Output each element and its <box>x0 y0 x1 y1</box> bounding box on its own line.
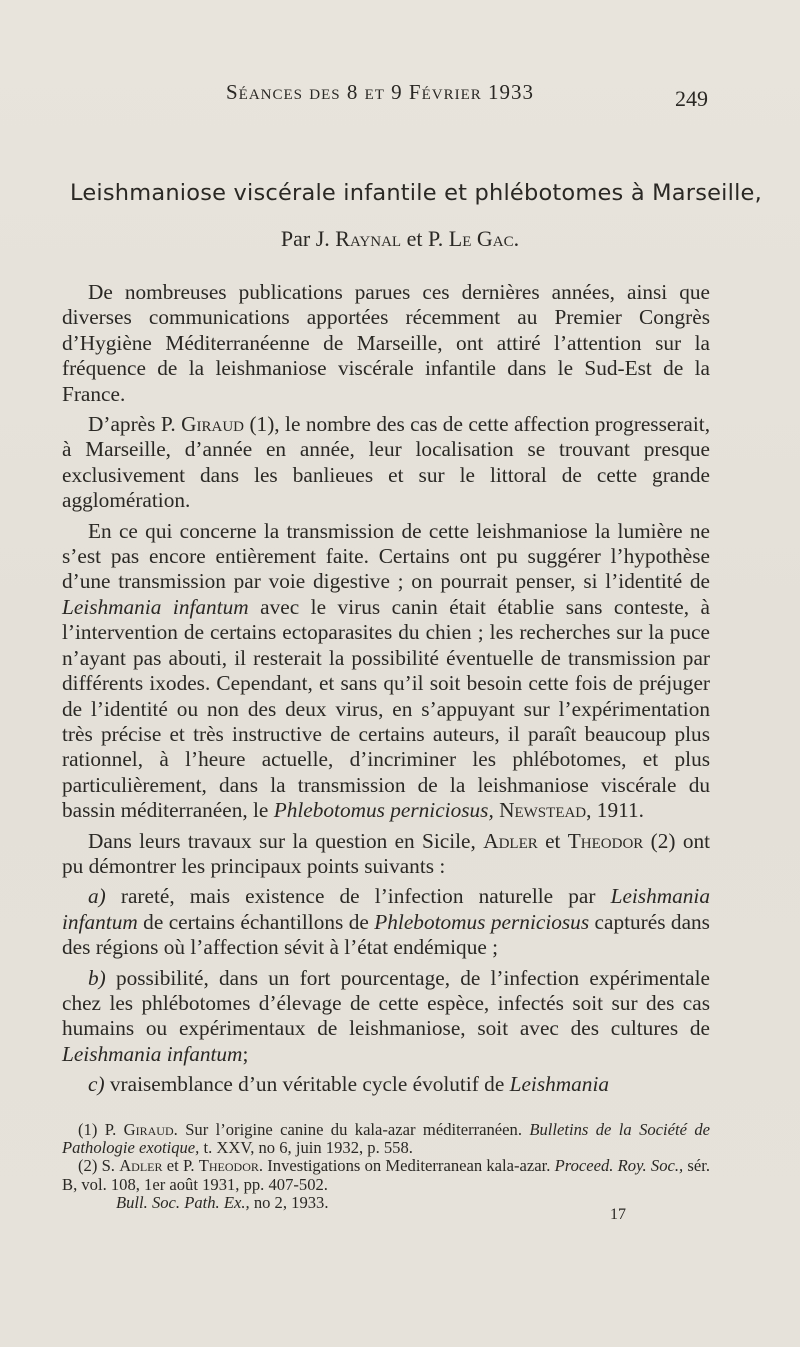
footnotes <box>62 1121 710 1212</box>
cited-author: Newstead, <box>499 798 592 823</box>
footnote-text: (1) P. <box>78 1120 117 1139</box>
paragraph-text: avec le virus canin était établie sans conteste, à l’intervention de certains ectoparasites du chien ; les recherches sur la puce n’ayant pas abouti, il resterait la possibilité éventuelle de transmission par différents ixodes. Cependant, et sans qu’il soit besoin cette fois de préjuger de l’identité ou non des deux virus, en s’appuyant sur l’expérimentation très précise et très instructive de certains auteurs, il paraît beaucoup plus rationnel, à l’heure actuelle, d’incriminer les phlébotomes, et plus particulièrement, dans la transmission de la leishmaniose viscérale du bassin méditerranéen, le <box>62 594 710 823</box>
list-item <box>62 884 710 960</box>
article-body <box>62 280 710 1103</box>
author-name: Le Gac. <box>448 226 520 251</box>
article-authors <box>0 226 800 252</box>
list-item <box>62 1072 710 1097</box>
cited-author: Theodor <box>567 828 644 853</box>
paragraph-text: rareté, mais existence de l’infection naturelle par <box>120 884 596 909</box>
footnote <box>62 1121 710 1157</box>
paragraph <box>62 280 710 407</box>
signature-mark: 17 <box>610 1206 626 1223</box>
paragraph <box>62 519 710 824</box>
species-name: Leishmania infantum <box>62 884 710 934</box>
list-label: c) <box>88 1072 105 1097</box>
paragraph-text: Dans leurs travaux sur la question en Sicile, <box>88 828 476 853</box>
journal-title: Proceed. Roy. Soc., <box>554 1156 684 1176</box>
list-item <box>62 966 710 1068</box>
paragraph-text: vraisemblance d’un véritable cycle évolutif de <box>109 1072 505 1097</box>
paragraph-text: (1), le nombre des cas de cette affection progresserait, à Marseille, d’année en année, leur localisation se trouvant presque exclusivement dans les banlieues et sur le littoral de cette grande agglomération. <box>62 412 711 513</box>
paragraph-text: de certains échantillons de <box>143 909 369 934</box>
journal-title: Bull. Soc. Path. Ex., <box>116 1192 250 1212</box>
species-name: Phlebotomus perniciosus, <box>273 798 494 823</box>
footnote <box>62 1157 710 1193</box>
cited-author: Theodor. <box>198 1156 264 1176</box>
footnote-text: (2) S. <box>78 1156 115 1176</box>
footnote-text: Investigations on Mediterranean kala-azar. <box>267 1156 551 1176</box>
paragraph-text: ; <box>242 1041 249 1066</box>
paragraph-text: (2) ont pu démontrer les principaux points suivants : <box>62 828 711 878</box>
list-label: a) <box>88 884 106 909</box>
paragraph <box>62 829 710 880</box>
journal-title: Bulletins de la Société de Pathologie exotique, <box>62 1120 711 1158</box>
footnote-text: et P. <box>166 1156 195 1176</box>
paragraph-text: et <box>545 828 561 853</box>
cited-author: Giraud. <box>123 1120 178 1139</box>
paragraph-text: 1911. <box>596 798 644 823</box>
paragraph-text: capturés dans des régions où l’affection sévit à l’état endémique ; <box>62 909 710 960</box>
species-name: Leishmania infantum <box>62 1041 243 1066</box>
paragraph-text: possibilité, dans un fort pourcentage, de l’infection expérimentale chez les phlébotomes d’élevage de cette espèce, infectés soit sur des cas humains ou expérimentaux de leishmaniose, soit avec des cultures de <box>62 965 710 1041</box>
paragraph <box>62 412 710 514</box>
article-title: Leishmaniose viscérale infantile et phlébotomes à Marseille, <box>70 180 762 206</box>
paragraph-text: De nombreuses publications parues ces dernières années, ainsi que diverses communications apportées récemment au Premier Congrès d’Hygiène Méditerranéenne de Marseille, ont attiré l’attention sur la fréquence de la leishmaniose viscérale infantile dans le Sud-Est de la France. <box>62 280 710 406</box>
footnote-text: no 2, 1933. <box>253 1192 329 1212</box>
cited-author: Adler <box>483 828 538 853</box>
paragraph-text: D’après P. <box>88 412 176 437</box>
footnote-text: Sur l’origine canine du kala-azar méditerranéen. <box>185 1120 522 1139</box>
author-name: Raynal <box>335 226 402 251</box>
page-number: 249 <box>675 86 708 111</box>
authors-prefix: Par J. <box>280 226 330 251</box>
footnote-text: sér. B, vol. 108, 1er août 1931, pp. 407-502. <box>62 1156 711 1194</box>
footnote-text: t. XXV, no 6, juin 1932, p. 558. <box>203 1138 413 1158</box>
cited-author: Giraud <box>181 412 244 437</box>
running-head: Séances des 8 et 9 Février 1933 <box>225 80 535 104</box>
species-name: Leishmania <box>509 1072 610 1097</box>
list-label: b) <box>88 965 106 990</box>
authors-conjunction: et P. <box>406 226 444 251</box>
species-name: Leishmania infantum <box>62 594 249 619</box>
species-name: Phlebotomus perniciosus <box>374 909 590 934</box>
paragraph-text: En ce qui concerne la transmission de cette leishmaniose la lumière ne s’est pas encore entièrement faite. Certains ont pu suggérer l’hypothèse d’une transmission par voie digestive ; on pourrait penser, si l’identité de <box>62 518 710 594</box>
cited-author: Adler <box>119 1156 163 1176</box>
